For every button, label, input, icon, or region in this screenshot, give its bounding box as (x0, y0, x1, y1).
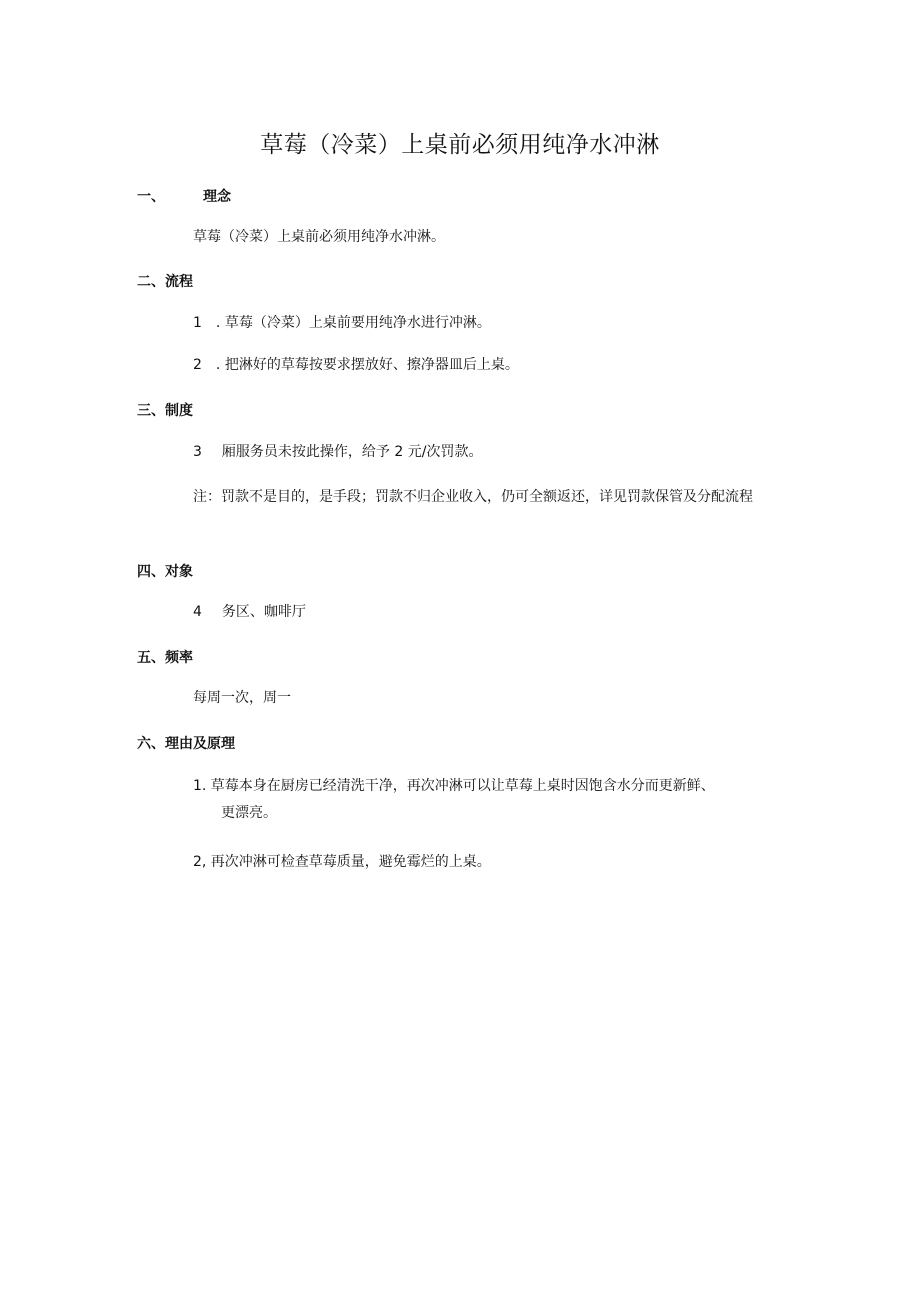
section-heading-text: 频率 (165, 650, 193, 666)
section-heading-5 (137, 647, 193, 667)
section-number: 四、 (137, 564, 165, 580)
section-heading-1 (137, 186, 231, 206)
list-item-text: 厢服务员未按此操作，给予 2 元/次罚款。 (221, 444, 483, 460)
section-6-item-2: 2, 再次冲淋可检查草莓质量，避免霉烂的上桌。 (193, 854, 491, 870)
section-heading-text: 对象 (165, 564, 193, 580)
list-item-text: 1. 草莓本身在厨房已经清洗干净，再次冲淋可以让草莓上桌时因饱含水分而更新鲜、 (193, 778, 715, 794)
section-number: 二、 (137, 274, 165, 290)
section-3-item-1 (193, 437, 482, 467)
list-marker: 1 (193, 315, 202, 331)
section-heading-2 (137, 271, 193, 291)
section-2-item-1 (193, 308, 491, 338)
section-heading-text: 理由及原理 (165, 736, 235, 752)
list-marker: 4 (193, 604, 202, 620)
section-6-item-1 (193, 773, 773, 827)
section-1-paragraph: 草莓（冷菜）上桌前必须用纯净水冲淋。 (193, 229, 445, 245)
list-item-text: . 草莓（冷菜）上桌前要用纯净水进行冲淋。 (215, 315, 491, 331)
section-heading-6 (137, 733, 235, 753)
section-heading-text: 制度 (165, 403, 193, 419)
section-number: 五、 (137, 650, 165, 666)
list-item-continuation: 更漂亮。 (221, 805, 277, 821)
section-heading-text: 流程 (165, 274, 193, 290)
section-heading-4 (137, 561, 193, 581)
section-number: 一、 (137, 189, 165, 205)
section-4-item-1 (193, 597, 306, 627)
list-item-text: . 把淋好的草莓按要求摆放好、擦净器皿后上桌。 (215, 357, 519, 373)
list-item-text: 务区、咖啡厅 (221, 604, 306, 620)
list-marker: 3 (193, 444, 202, 460)
section-2-item-2 (193, 350, 519, 380)
section-5-paragraph: 每周一次，周一 (193, 690, 291, 706)
section-heading-3 (137, 400, 193, 420)
list-marker: 2 (193, 357, 202, 373)
section-heading-text: 理念 (203, 189, 231, 205)
document-title: 草莓（冷菜）上桌前必须用纯净水冲淋 (260, 132, 660, 158)
section-number: 三、 (137, 403, 165, 419)
section-3-note: 注：罚款不是目的，是手段；罚款不归企业收入，仍可全额返还，详见罚款保管及分配流程 (193, 489, 753, 505)
section-number: 六、 (137, 736, 165, 752)
